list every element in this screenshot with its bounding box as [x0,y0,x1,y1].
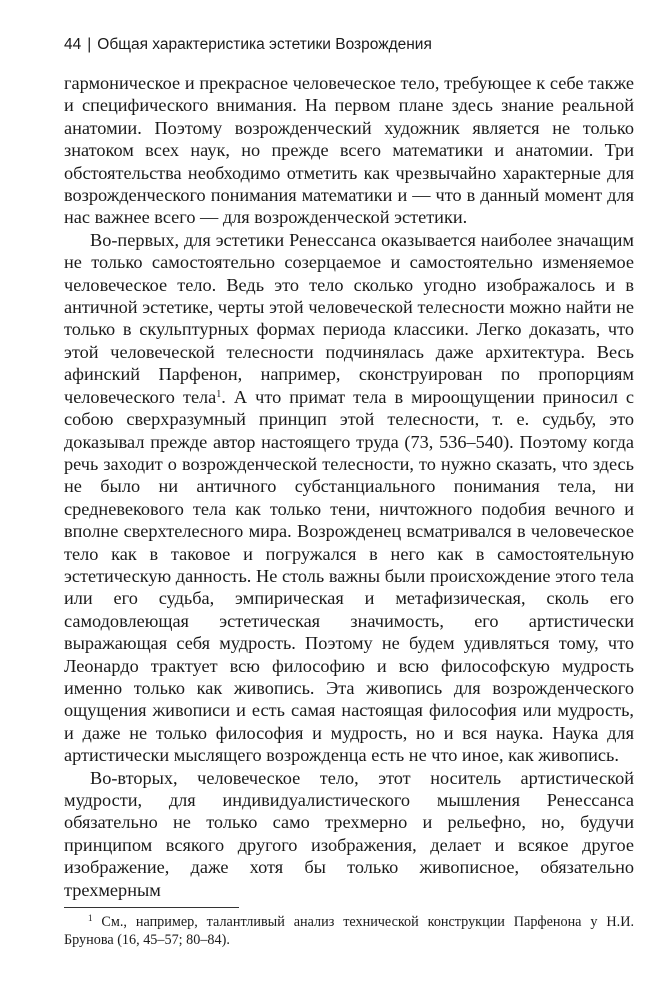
paragraph-first [64,229,634,767]
paragraph-continuation: гармоническое и прекрасное человеческое тело, требующее к себе также и специфического внимания. На первом плане здесь знание реальной анатомии. Поэтому возрожденческий художник является не только знатоком всех наук, но прежде всего математики и анатомии. Три обстоятельства необходимо отметить как чрезвычайно характерные для возрожденческого понимания математики и — что в данный момент для нас важнее всего — для возрожденческой эстетики. [64,73,634,228]
book-page [64,34,634,949]
footnote-text: См., например, талантливый анализ технической конструкции Парфенона у Н.И. Брунова (16, 45–57; 80–84). [64,914,634,949]
paragraph-first-part-a: Во-первых, для эстетики Ренессанса оказывается наиболее значащим не только самостоятельно созерцаемое и самостоятельно изменяемое человеческое тело. Ведь это тело сколько угодно изображалось и в античной эстетике, черты этой человеческой телесности можно найти не только в скульптурных формах периода классики. Легко доказать, что этой человеческой телесности подчинялась даже архитектура. Весь афинский Парфенон, например, сконструирован по пропорциям человеческого тела [64,229,634,407]
footnote-divider [64,907,239,908]
body-text [64,72,634,901]
footnote-marker: 1 [88,913,93,924]
running-header [64,34,634,56]
footnote-reference[interactable]: 1 [216,388,222,400]
running-title: Общая характеристика эстетики Возрождения [97,36,432,53]
page-number: 44 [64,36,82,53]
header-separator: | [87,36,92,53]
paragraph-first-part-b: . А что примат тела в мироощущении приносил с собою сверхразумный принцип этой телесности, т. е. судьбу, это доказывал прежде автор настоящего труда (73, 536–540). Поэтому когда речь заходит о возрожденческой телесности, то нужно сказать, что здесь не было ни античного субстанциального понимания тела, ни средневекового тела как только тени, ничтожного подобия вечного и вполне сверхтелесного мира. Возрожденец всматривался в человеческое тело как в таковое и погружался в него как в самостоятельную эстетическую данность. Не столь важны были происхождение этого тела или его судьба, эмпирическая и метафизическая, сколь его самодовлеющая эстетическая значимость, его артистически выражающая себя мудрость. Поэтому не будем удивляться тому, что Леонардо трактует всю философию и всю философскую мудрость именно только как живопись. Эта живопись для возрожденческого ощущения живописи и есть самая настоящая философия или мудрость, и даже не только философия и мудрость, но и вся наука. Наука для артистически мыслящего возрожденца есть не что иное, как живопись. [64,386,634,766]
paragraph-second: Во-вторых, человеческое тело, этот носитель артистической мудрости, для индивидуалистического мышления Ренессанса обязательно не только само трехмерно и рельефно, но, будучи принципом всякого другого изображения, делает и всякое другое изображение, даже хотя бы только живописное, обязательно трехмерным [64,767,634,900]
footnote [64,913,634,949]
